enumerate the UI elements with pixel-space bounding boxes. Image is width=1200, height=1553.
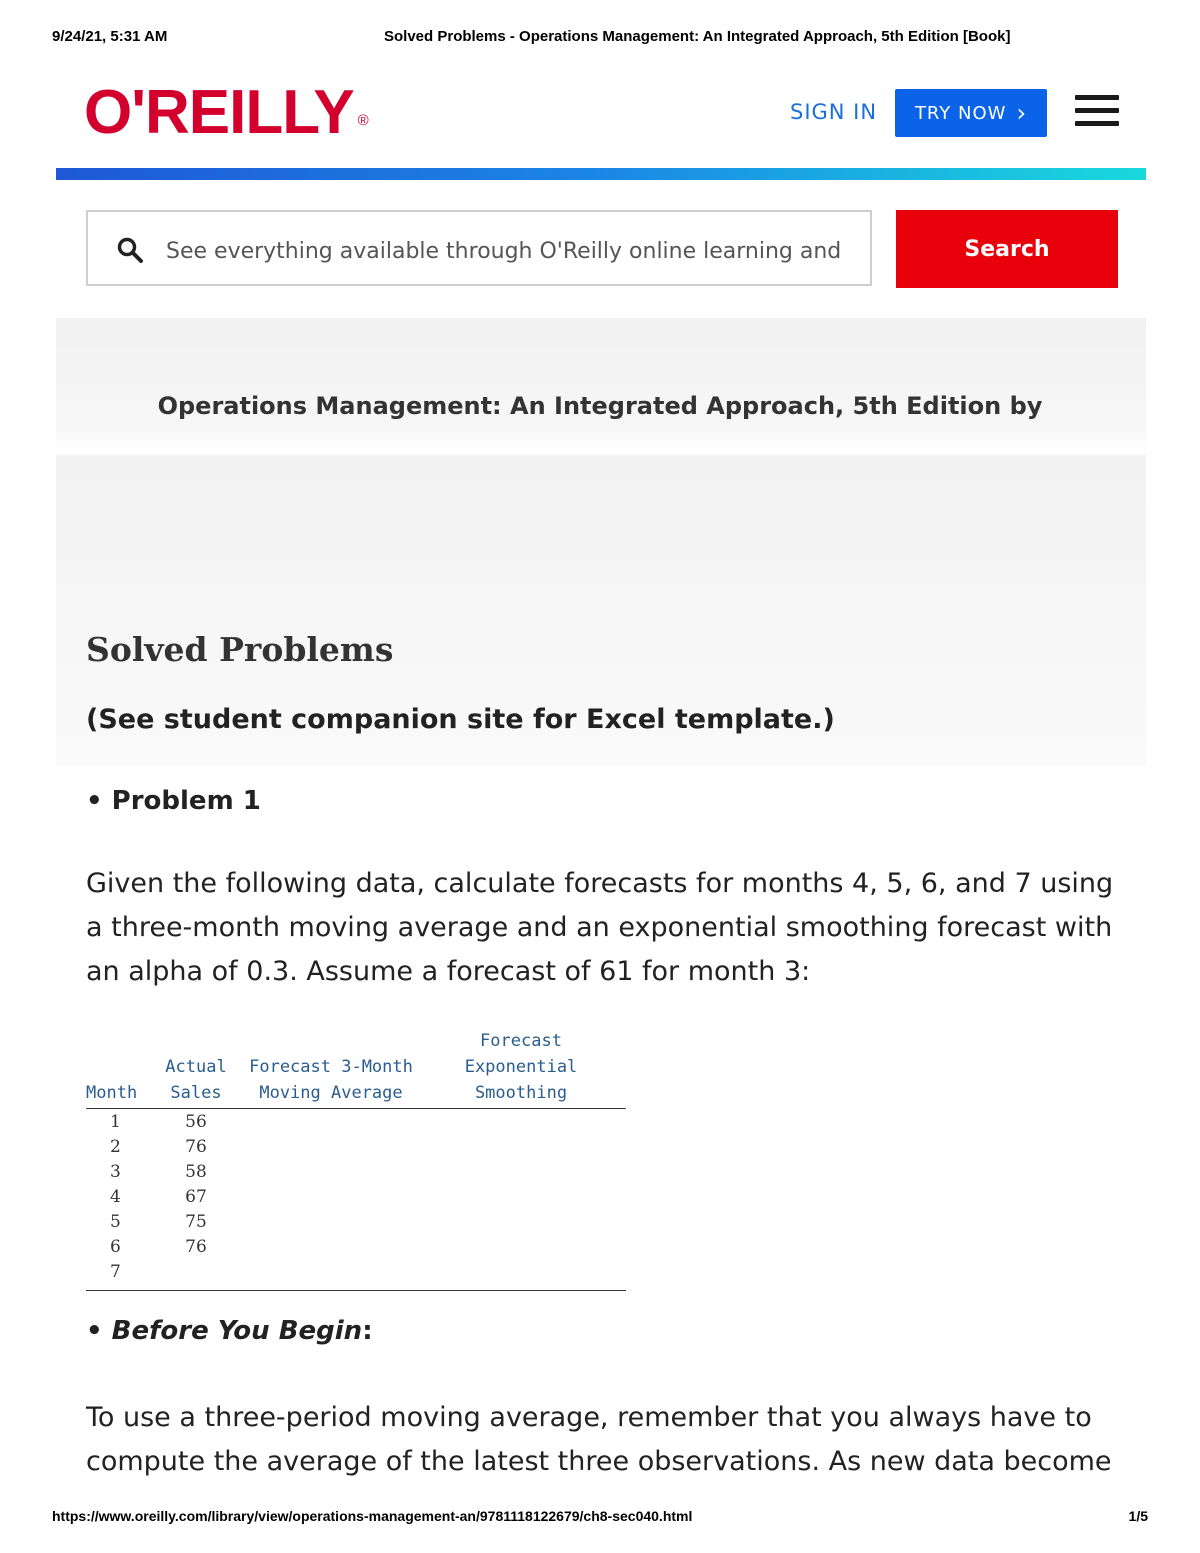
cell-es bbox=[416, 1259, 626, 1291]
hamburger-menu-icon[interactable] bbox=[1075, 95, 1119, 131]
cell-ma bbox=[246, 1259, 416, 1291]
problem-text: Given the following data, calculate forecasts for months 4, 5, 6, and 7 using a three-month moving average and an exponential smoothing forecast with an alpha of 0.3. Assume a forecast of 61 for month 3: bbox=[86, 868, 1114, 987]
cell-month: 7 bbox=[86, 1259, 146, 1291]
print-header bbox=[52, 28, 1148, 50]
cell-month: 5 bbox=[110, 1211, 121, 1232]
sign-in-link[interactable]: SIGN IN bbox=[790, 100, 878, 124]
registered-mark: ® bbox=[357, 112, 368, 129]
cell-sales: 76 bbox=[185, 1236, 207, 1257]
col-actual-sales: Actual Sales bbox=[146, 1028, 246, 1109]
col-moving-average: Forecast 3-Month Moving Average bbox=[246, 1028, 416, 1109]
content-band bbox=[56, 318, 1146, 766]
search-button[interactable]: Search bbox=[896, 210, 1118, 288]
try-now-button[interactable] bbox=[895, 89, 1047, 137]
search-icon bbox=[116, 236, 144, 264]
header-gradient-bar bbox=[56, 168, 1146, 180]
before-text: To use a three-period moving average, remember that you always have to compute the average of the latest three observations. As new data become bbox=[86, 1402, 1112, 1477]
book-title[interactable]: Operations Management: An Integrated Approach, 5th Edition by bbox=[157, 392, 1043, 420]
colon: : bbox=[362, 1316, 373, 1346]
page-number: 1/5 bbox=[1128, 1508, 1148, 1524]
cell-sales: 67 bbox=[185, 1186, 207, 1207]
cell-month: 6 bbox=[110, 1236, 121, 1257]
cell-es bbox=[416, 1159, 626, 1184]
table-row bbox=[86, 1159, 626, 1184]
cell-sales: 56 bbox=[185, 1111, 207, 1132]
logo-text: O'REILLY bbox=[84, 78, 354, 147]
table-row bbox=[86, 1184, 626, 1209]
before-heading bbox=[86, 1316, 373, 1346]
cell-es bbox=[416, 1209, 626, 1234]
cell-month: 1 bbox=[110, 1111, 121, 1132]
print-date: 9/24/21, 5:31 AM bbox=[52, 28, 168, 45]
cell-ma bbox=[246, 1184, 416, 1209]
oreilly-logo[interactable] bbox=[84, 78, 368, 147]
cell-sales: 75 bbox=[185, 1211, 207, 1232]
print-footer bbox=[52, 1508, 1148, 1530]
cell-month: 4 bbox=[110, 1186, 121, 1207]
bullet: • bbox=[86, 786, 112, 816]
cell-ma bbox=[246, 1134, 416, 1159]
print-title: Solved Problems - Operations Management: An Integrated Approach, 5th Edition [Book] bbox=[384, 28, 1011, 45]
try-now-label: TRY NOW bbox=[914, 102, 1007, 124]
section-title: Solved Problems bbox=[86, 630, 394, 669]
cell-ma bbox=[246, 1234, 416, 1259]
cell-ma bbox=[246, 1109, 416, 1135]
cell-es bbox=[416, 1109, 626, 1135]
bullet: • bbox=[86, 1316, 112, 1346]
cell-month: 2 bbox=[110, 1136, 121, 1157]
cell-sales bbox=[146, 1259, 246, 1291]
table-row bbox=[86, 1109, 626, 1135]
before-heading-text: Before You Begin bbox=[111, 1316, 363, 1346]
cell-ma bbox=[246, 1209, 416, 1234]
forecast-table bbox=[86, 1028, 626, 1291]
cell-sales: 76 bbox=[185, 1136, 207, 1157]
cell-sales: 58 bbox=[185, 1161, 207, 1182]
problem-heading bbox=[86, 786, 261, 816]
col-exp-smoothing: Forecast Exponential Smoothing bbox=[416, 1028, 626, 1109]
cell-es bbox=[416, 1184, 626, 1209]
search-box bbox=[86, 210, 872, 286]
table-row bbox=[86, 1259, 626, 1291]
col-month: Month bbox=[86, 1028, 146, 1109]
footer-url: https://www.oreilly.com/library/view/operations-management-an/9781118122679/ch8-sec040.html bbox=[52, 1508, 693, 1524]
cell-ma bbox=[246, 1159, 416, 1184]
companion-note: (See student companion site for Excel template.) bbox=[86, 704, 835, 735]
cell-month: 3 bbox=[110, 1161, 121, 1182]
table-header-row bbox=[86, 1028, 626, 1109]
problem-heading-text: Problem 1 bbox=[111, 786, 261, 816]
chevron-right-icon: › bbox=[1016, 99, 1028, 127]
cell-es bbox=[416, 1234, 626, 1259]
table-row bbox=[86, 1134, 626, 1159]
table-row bbox=[86, 1234, 626, 1259]
cell-es bbox=[416, 1134, 626, 1159]
search-input[interactable] bbox=[164, 230, 848, 272]
table-row bbox=[86, 1209, 626, 1234]
